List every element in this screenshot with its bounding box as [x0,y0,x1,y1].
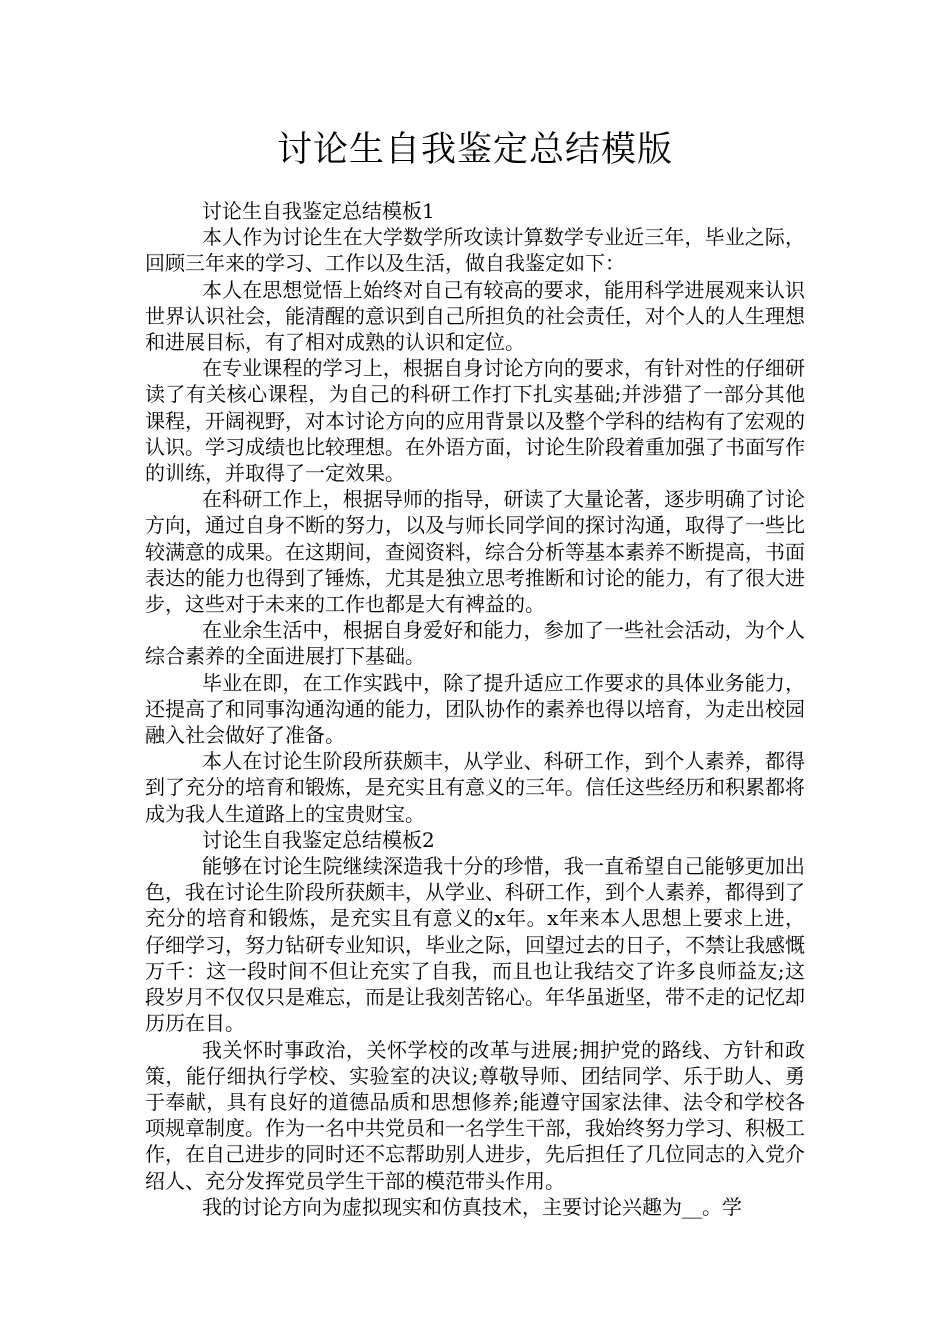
paragraph: 在业余生活中，根据自身爱好和能力，参加了一些社会活动，为个人综合素养的全面进展打下基础。 [145,618,805,669]
section-heading-1: 讨论生自我鉴定总结模板1 [202,199,435,223]
paragraph: 我的讨论方向为虚拟现实和仿真技术，主要讨论兴趣为__。学 [202,1194,742,1219]
paragraph: 在科研工作上，根据导师的指导，研读了大量论著，逐步明确了讨论方向，通过自身不断的努力，以及与师长同学间的探讨沟通，取得了一些比较满意的成果。在这期间，查阅资料，综合分析等基本素养不断提高，书面表达的能力也得到了锤炼，尤其是独立思考推断和讨论的能力，有了很大进步，这些对于未来的工作也都是大有裨益的。 [145,487,805,617]
paragraph: 本人在思想觉悟上始终对自己有较高的要求，能用科学进展观来认识世界认识社会，能清醒的意识到自己所担负的社会责任，对个人的人生理想和进展目标，有了相对成熟的认识和定位。 [145,277,805,355]
section-heading-2: 讨论生自我鉴定总结模板2 [202,827,435,852]
paragraph: 本人在讨论生阶段所获颇丰，从学业、科研工作，到个人素养，都得到了充分的培育和锻炼，是充实且有意义的三年。信任这些经历和积累都将成为我人生道路上的宝贵财宝。 [145,749,805,826]
paragraph: 毕业在即，在工作实践中，除了提升适应工作要求的具体业务能力，还提高了和同事沟通沟通的能力，团队协作的素养也得以培育，为走出校园融入社会做好了准备。 [145,670,805,748]
document-body [145,198,805,1220]
paragraph: 在专业课程的学习上，根据自身讨论方向的要求，有针对性的仔细研读了有关核心课程，为自己的科研工作打下扎实基础;并涉猎了一部分其他课程，开阔视野，对本讨论方向的应用背景以及整个学科的结构有了宏观的认识。学习成绩也比较理想。在外语方面，讨论生阶段着重加强了书面写作的训练，并取得了一定效果。 [145,356,805,486]
paragraph: 能够在讨论生院继续深造我十分的珍惜，我一直希望自己能够更加出色，我在讨论生阶段所获颇丰，从学业、科研工作，到个人素养，都得到了充分的培育和锻炼，是充实且有意义的x年。x年来本人思想上要求上进，仔细学习，努力钻研专业知识，毕业之际，回望过去的日子，不禁让我感慨万千：这一段时间不但让充实了自我，而且也让我结交了许多良师益友;这段岁月不仅仅只是难忘，而是让我刻苦铭心。年华虽逝坚，带不走的记忆却历历在目。 [145,854,805,1036]
paragraph: 我关怀时事政治，关怀学校的改革与进展;拥护党的路线、方针和政策，能仔细执行学校、实验室的决议;尊敬导师、团结同学、乐于助人、勇于奉献，具有良好的道德品质和思想修养;能遵守国家法律、法令和学校各项规章制度。作为一名中共党员和一名学生干部，我始终努力学习、积极工作，在自己进步的同时还不忘帮助别人进步，先后担任了几位同志的入党介绍人、充分发挥党员学生干部的模范带头作用。 [145,1037,805,1193]
paragraph: 本人作为讨论生在大学数学所攻读计算数学专业近三年，毕业之际，回顾三年来的学习、工作以及生活，做自我鉴定如下： [145,225,805,276]
document-title: 讨论生自我鉴定总结模版 [276,130,673,170]
